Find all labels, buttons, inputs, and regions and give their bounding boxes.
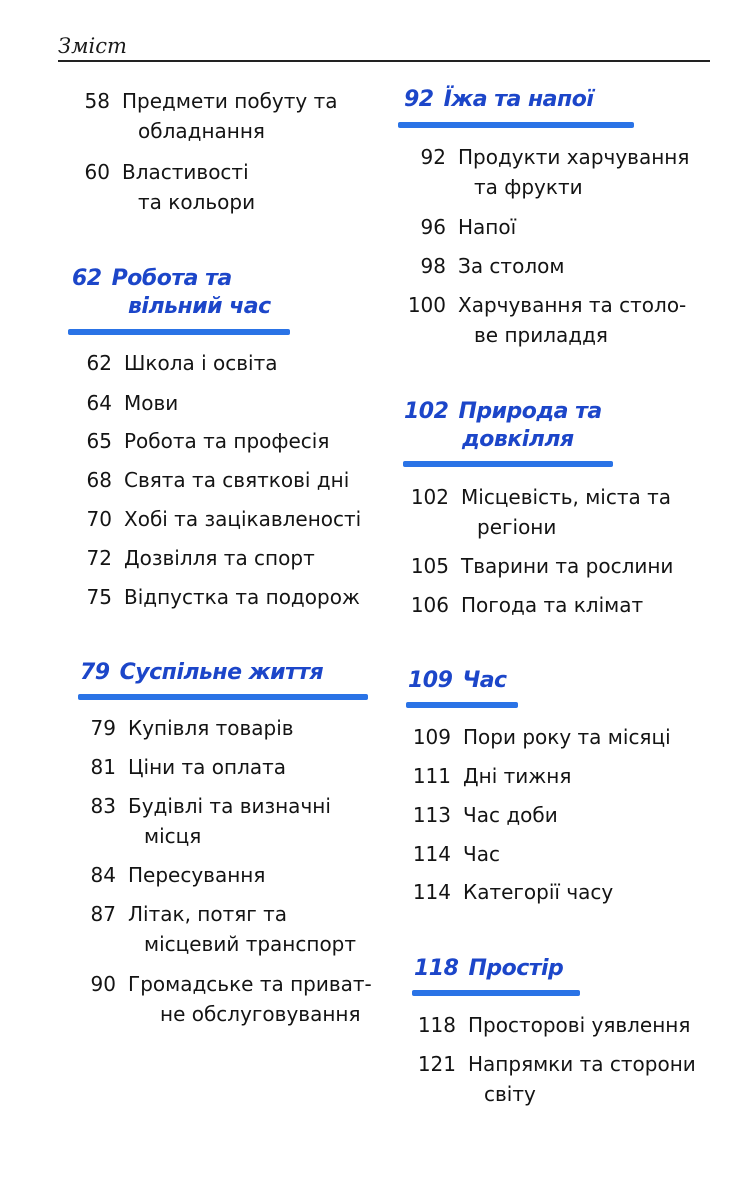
- entry-text: Місцевість, міста та регіони: [461, 485, 672, 539]
- entry-text: Громадське та приват- не обслуговування: [128, 972, 372, 1026]
- entry-text: Продукти харчування та фрукти: [458, 145, 690, 199]
- section-underline: [68, 329, 290, 335]
- entry-page-number: 68: [86, 468, 112, 492]
- entry-page-number: 121: [417, 1052, 456, 1076]
- entry-text: Тварини та рослини: [461, 554, 674, 578]
- entry-page-number: 62: [86, 351, 112, 375]
- toc-entry[interactable]: [407, 761, 571, 791]
- entry-page-number: 70: [86, 507, 112, 531]
- section-heading[interactable]: [408, 667, 507, 695]
- toc-entry[interactable]: [70, 426, 329, 456]
- section-number: 92: [404, 87, 434, 112]
- toc-entry[interactable]: [72, 752, 286, 782]
- running-head: Зміст: [58, 34, 127, 58]
- entry-page-number: 113: [412, 803, 451, 827]
- toc-entry[interactable]: [70, 543, 315, 573]
- entry-text: Погода та клімат: [461, 593, 644, 617]
- section-title-text: Їжа та напої: [443, 87, 594, 112]
- toc-entry[interactable]: [70, 348, 278, 378]
- toc-entry[interactable]: [72, 791, 331, 851]
- toc-entry[interactable]: [402, 290, 686, 350]
- entry-page-number: 60: [84, 160, 110, 184]
- section-underline: [406, 702, 518, 708]
- entry-page-number: 92: [420, 145, 446, 169]
- toc-entry[interactable]: [72, 713, 294, 743]
- section-underline: [78, 694, 368, 700]
- section-number: 62: [72, 266, 102, 291]
- entry-text: Пересування: [128, 863, 266, 887]
- toc-entry[interactable]: [405, 482, 671, 542]
- entry-text: Час доби: [463, 803, 558, 827]
- toc-entry[interactable]: [402, 142, 689, 202]
- entry-page-number: 102: [410, 485, 449, 509]
- section-number: 118: [414, 956, 459, 981]
- entry-page-number: 87: [90, 902, 116, 926]
- entry-page-number: 98: [420, 254, 446, 278]
- entry-text: Школа і освіта: [124, 351, 278, 375]
- entry-page-number: 100: [407, 293, 446, 317]
- entry-text: Робота та професія: [124, 429, 330, 453]
- toc-entry[interactable]: [402, 212, 516, 242]
- section-underline: [403, 461, 613, 467]
- entry-text: Предмети побуту та обладнання: [122, 89, 338, 143]
- entry-page-number: 118: [417, 1013, 456, 1037]
- entry-page-number: 72: [86, 546, 112, 570]
- toc-entry[interactable]: [410, 1049, 696, 1109]
- entry-text: Напої: [458, 215, 517, 239]
- entry-text: Мови: [124, 391, 179, 415]
- entry-text: Напрямки та сторони світу: [468, 1052, 696, 1106]
- toc-entry[interactable]: [407, 800, 558, 830]
- section-underline: [398, 122, 634, 128]
- toc-entry[interactable]: [405, 551, 673, 581]
- entry-page-number: 109: [412, 725, 451, 749]
- section-heading[interactable]: [404, 86, 593, 114]
- section-title-text: Робота та: [111, 266, 232, 291]
- entry-text: Свята та святкові дні: [124, 468, 350, 492]
- entry-page-number: 79: [90, 716, 116, 740]
- toc-entry[interactable]: [410, 1010, 690, 1040]
- section-title-text: Суспільне життя: [119, 660, 324, 685]
- section-title-text: Час: [462, 668, 507, 693]
- entry-page-number: 84: [90, 863, 116, 887]
- entry-page-number: 64: [86, 391, 112, 415]
- section-number: 79: [80, 660, 110, 685]
- entry-text: Купівля товарів: [128, 716, 294, 740]
- section-number: 102: [404, 399, 449, 424]
- entry-page-number: 106: [410, 593, 449, 617]
- entry-page-number: 111: [412, 764, 451, 788]
- toc-entry[interactable]: [72, 899, 356, 959]
- entry-page-number: 105: [410, 554, 449, 578]
- toc-entry[interactable]: [70, 157, 255, 217]
- entry-text: Будівлі та визначні місця: [128, 794, 331, 848]
- toc-entry[interactable]: [70, 582, 360, 612]
- entry-text: Дозвілля та спорт: [124, 546, 315, 570]
- entry-text: Хобі та зацікавленості: [124, 507, 362, 531]
- section-title-text: Простір: [468, 956, 564, 981]
- entry-text: Харчування та столо- ве приладдя: [458, 293, 687, 347]
- entry-page-number: 58: [84, 89, 110, 113]
- header-rule: [58, 60, 710, 62]
- entry-text: Властивості та кольори: [122, 160, 256, 214]
- section-heading[interactable]: [80, 659, 323, 687]
- section-title-text: Природа та: [458, 399, 602, 424]
- entry-text: Літак, потяг та місцевий транспорт: [128, 902, 357, 956]
- toc-entry[interactable]: [407, 839, 500, 869]
- toc-entry[interactable]: [70, 388, 178, 418]
- entry-text: Відпустка та подорож: [124, 585, 360, 609]
- entry-text: Ціни та оплата: [128, 755, 287, 779]
- entry-text: Дні тижня: [463, 764, 572, 788]
- section-number: 109: [408, 668, 453, 693]
- section-heading[interactable]: [414, 955, 563, 983]
- section-title-text: довкілля: [462, 427, 574, 452]
- entry-page-number: 81: [90, 755, 116, 779]
- toc-entry[interactable]: [72, 969, 372, 1029]
- toc-entry[interactable]: [405, 590, 643, 620]
- toc-entry[interactable]: [72, 860, 265, 890]
- section-heading[interactable]: [72, 265, 271, 321]
- entry-text: Просторові уявлення: [468, 1013, 691, 1037]
- section-underline: [412, 990, 580, 996]
- entry-page-number: 114: [412, 842, 451, 866]
- entry-page-number: 90: [90, 972, 116, 996]
- toc-entry[interactable]: [402, 251, 564, 281]
- entry-text: Категорії часу: [463, 880, 614, 904]
- toc-entry[interactable]: [70, 504, 361, 534]
- toc-entry[interactable]: [70, 465, 349, 495]
- entry-page-number: 65: [86, 429, 112, 453]
- entry-page-number: 114: [412, 880, 451, 904]
- entry-text: Пори року та місяці: [463, 725, 671, 749]
- entry-text: Час: [463, 842, 500, 866]
- entry-text: За столом: [458, 254, 565, 278]
- section-title-text: вільний час: [128, 294, 271, 319]
- toc-entry[interactable]: [407, 877, 613, 907]
- entry-page-number: 96: [420, 215, 446, 239]
- toc-entry[interactable]: [407, 722, 671, 752]
- section-heading[interactable]: [404, 398, 602, 454]
- entry-page-number: 75: [86, 585, 112, 609]
- entry-page-number: 83: [90, 794, 116, 818]
- toc-entry[interactable]: [70, 86, 338, 146]
